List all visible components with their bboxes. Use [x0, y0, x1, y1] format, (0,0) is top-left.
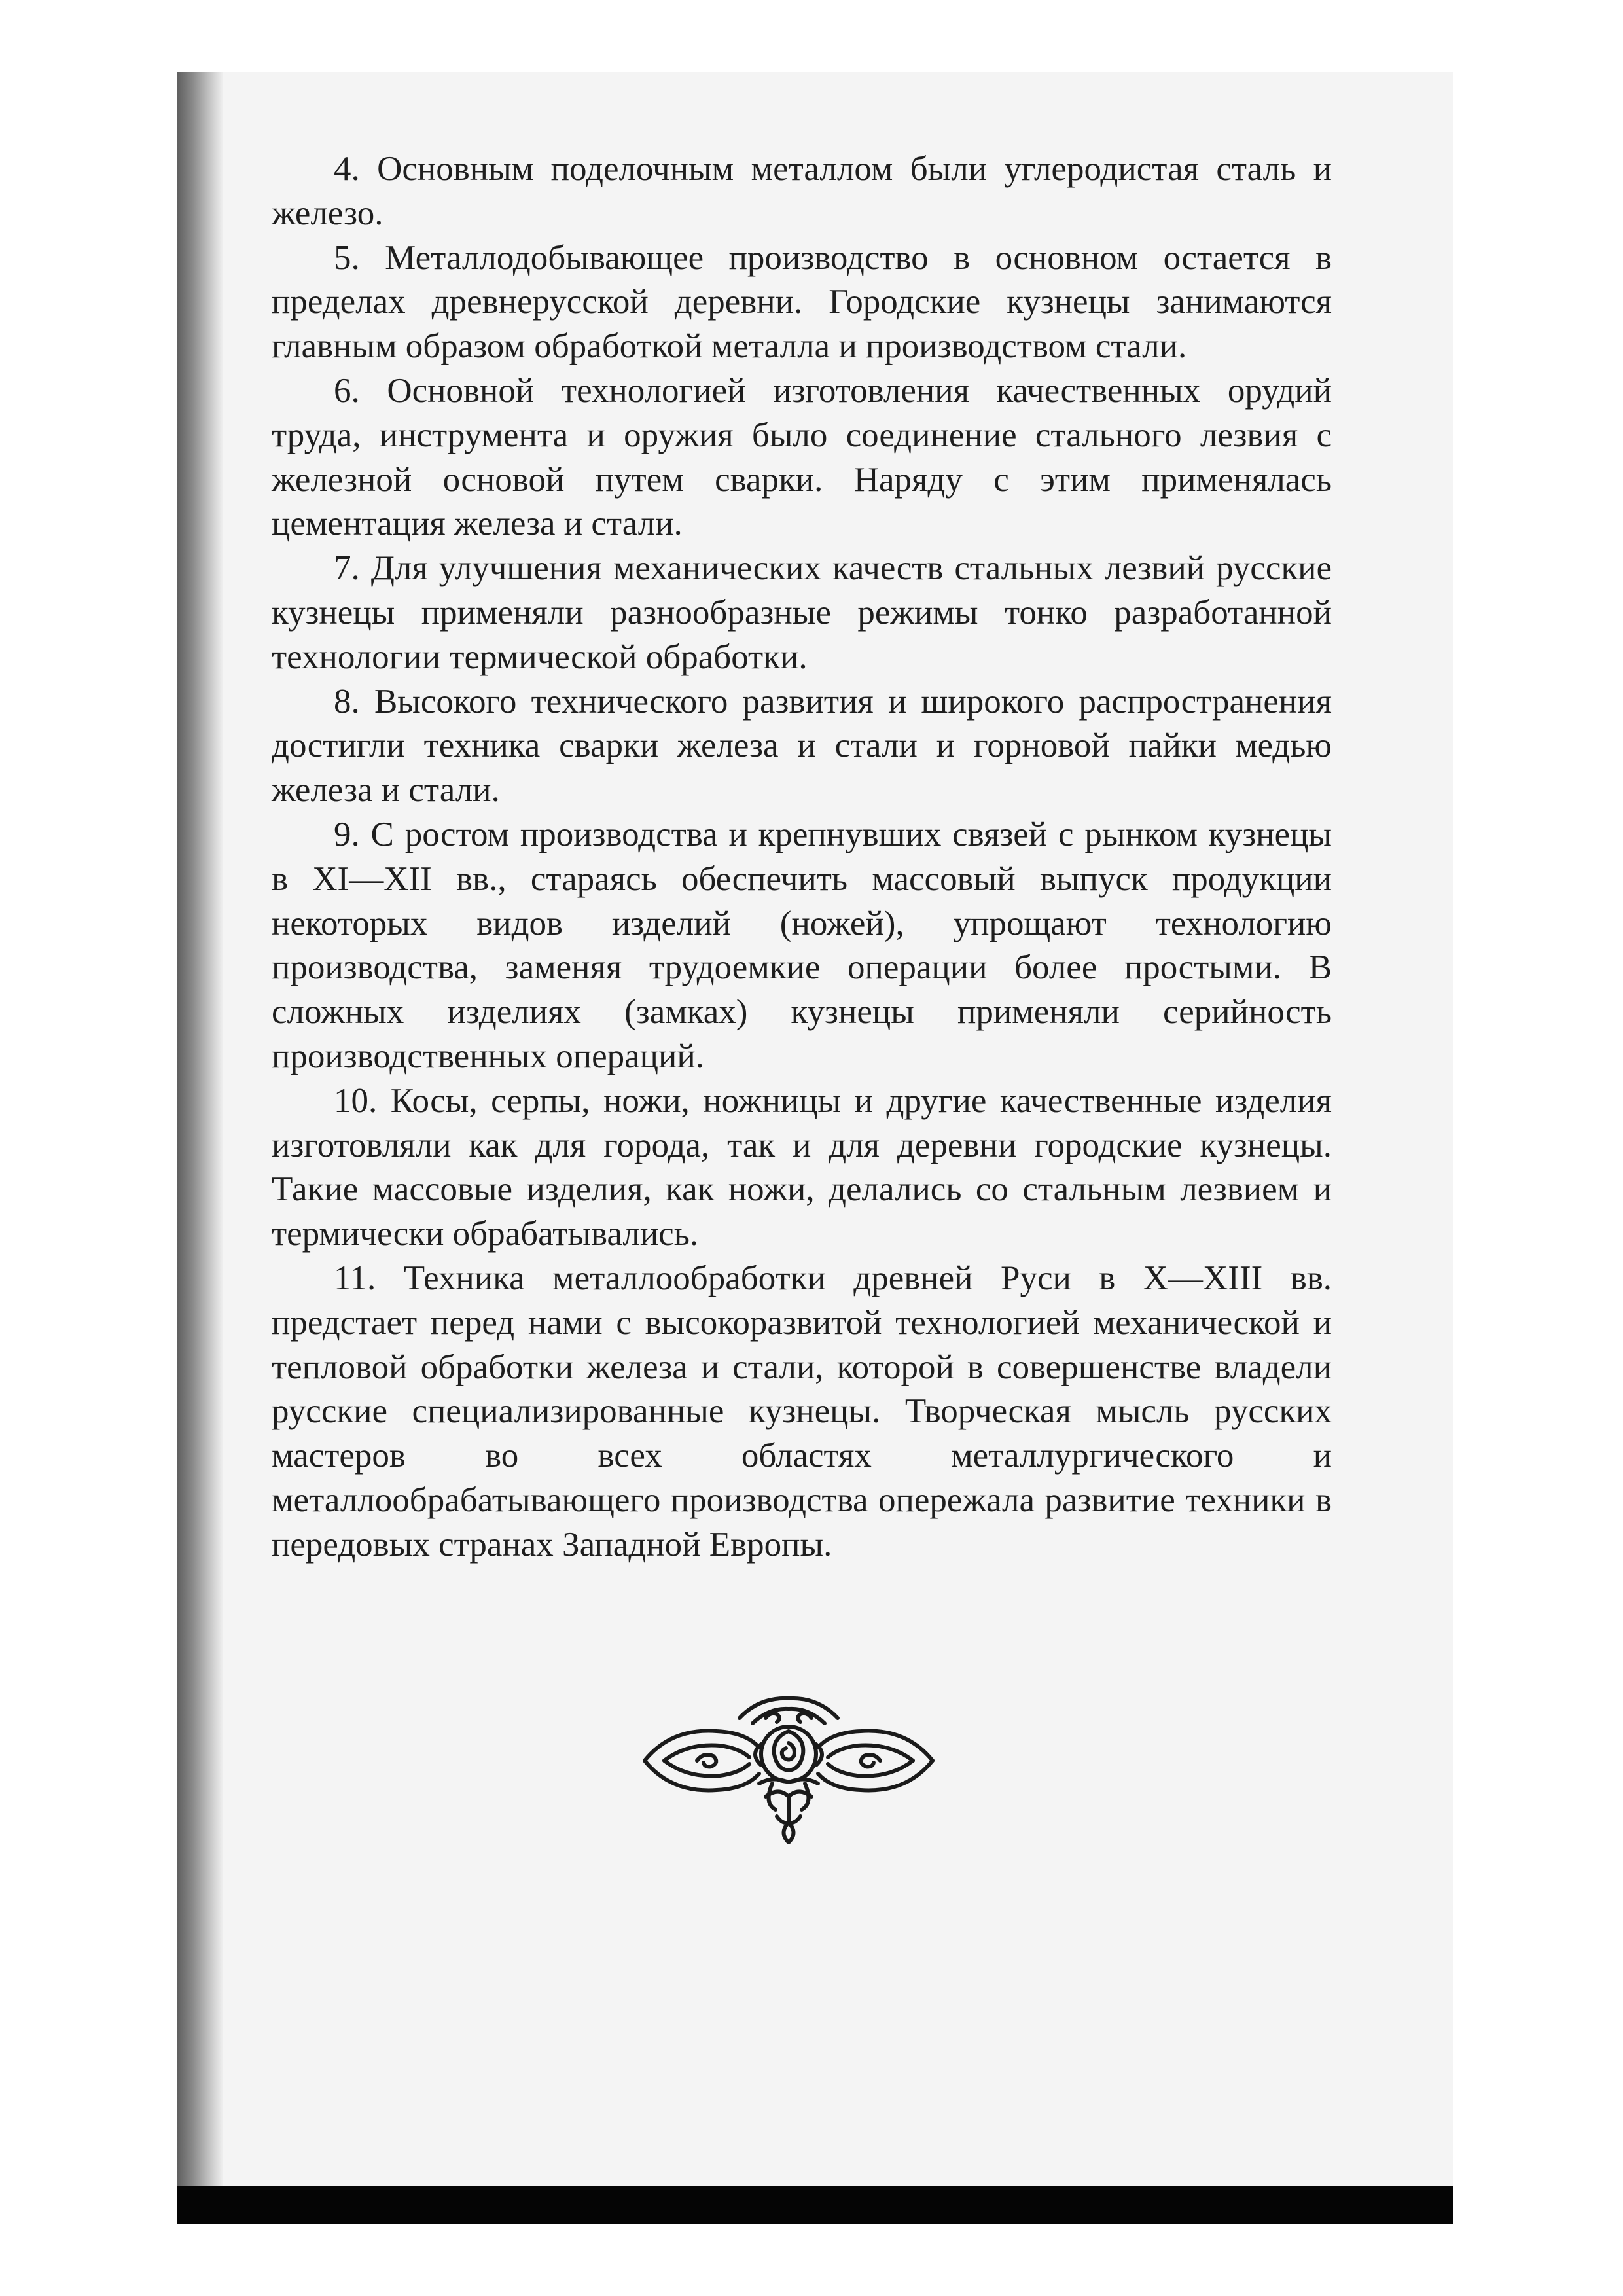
- floral-ornament-icon: [625, 1692, 952, 1849]
- paragraph-6: 6. Основной технологией изготовления качественных орудий труда, инструмента и оружия было соединение стального лезвия с железной основой путем сварки. Наряду с этим применялась цементация железа и стали.: [272, 371, 1332, 543]
- paragraph-11: 11. Техника металлообработки древней Руси в X—XIII вв. предстает перед нами с высокоразвитой технологией механической и тепловой обработки железа и стали, которой в совершенстве владели русские специализированные кузнецы. Творческая мысль русских мастеров во всех областях металлургического и металлообрабатывающего производства опережала развитие техники в передовых странах Западной Европы.: [272, 1259, 1332, 1564]
- paragraph-7: 7. Для улучшения механических качеств стальных лезвий русские кузнецы применяли разнообразные режимы тонко разработанной технологии термической обработки.: [272, 549, 1332, 676]
- paragraph-10: 10. Косы, серпы, ножи, ножницы и другие качественные изделия изготовляли как для города, так и для деревни городские кузнецы. Такие массовые изделия, как ножи, делались со стальным лезвием и термически обрабатывались.: [272, 1081, 1332, 1253]
- scan-bottom-edge: [177, 2186, 1453, 2224]
- page-gutter-shadow: [177, 72, 223, 2186]
- paragraph-4: 4. Основным поделочным металлом были углеродистая сталь и железо.: [272, 150, 1332, 232]
- paragraph-9: 9. С ростом производства и крепнувших связей с рынком кузнецы в XI—XII вв., стараясь обеспечить массовый выпуск продукции некоторых видов изделий (ножей), упрощают технологию производства, заменяя трудоемкие операции более простыми. В сложных изделиях (замках) кузнецы применяли серийность производственных операций.: [272, 815, 1332, 1075]
- paragraph-5: 5. Металлодобывающее производство в основном остается в пределах древнерусской деревни. Городские кузнецы занимаются главным образом обработкой металла и производством стали.: [272, 238, 1332, 366]
- conclusions-text: [272, 147, 1332, 1568]
- paragraph-8: 8. Высокого технического развития и широкого распространения достигли техника сварки железа и стали и горновой пайки медью железа и стали.: [272, 682, 1332, 810]
